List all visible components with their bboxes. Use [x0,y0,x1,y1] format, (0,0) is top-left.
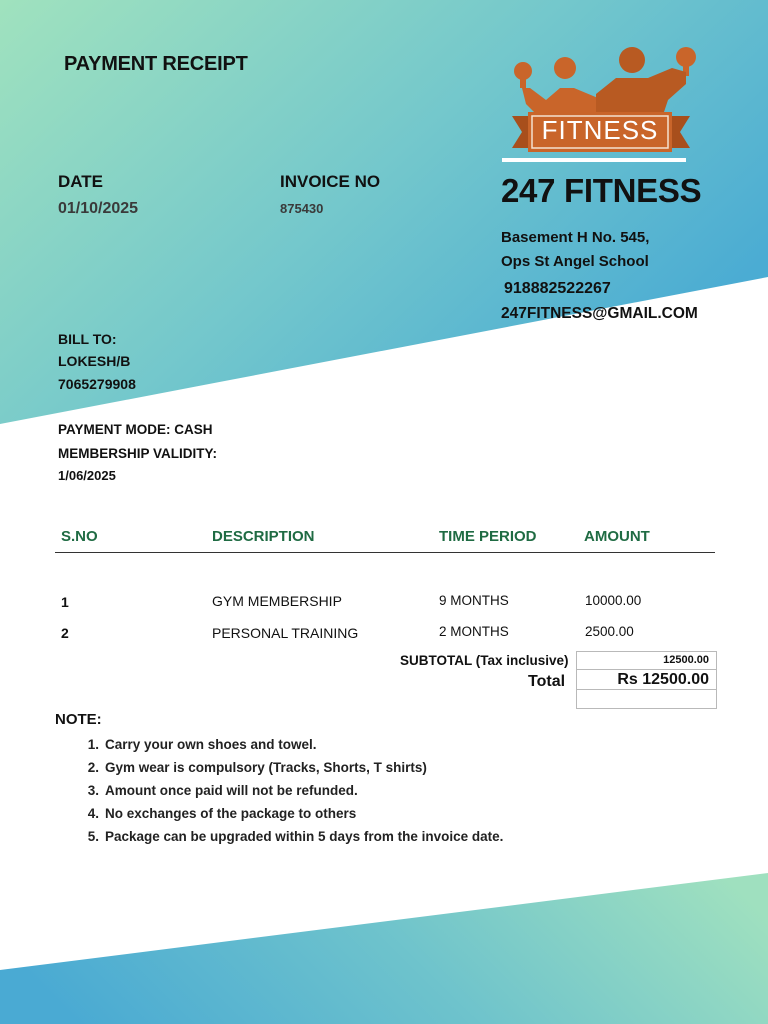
note-number: 1 . [55,733,99,756]
row-1-sno: 1 [61,594,69,610]
business-phone: 918882522267 [504,280,611,297]
note-text: Carry your own shoes and towel. [105,737,317,752]
subtotal-value: 12500.00 [663,654,709,666]
header-amount: AMOUNT [584,528,650,545]
address-line-1: Basement H No. 545, [501,229,650,246]
subtotal-label: SUBTOTAL (Tax inclusive) [400,653,569,668]
membership-validity-label: MEMBERSHIP VALIDITY: [58,446,218,461]
row-1-amount: 10000.00 [585,593,642,608]
business-name: 247 FITNESS [501,172,702,209]
address-line-2: Ops St Angel School [501,253,649,270]
row-1-period: 9 MONTHS [439,593,509,608]
invoice-value: 875430 [280,201,324,216]
row-2-description: PERSONAL TRAINING [212,625,359,641]
bill-to-label: BILL TO: [58,331,117,347]
note-number: 2 . [55,756,99,779]
note-item [55,779,503,802]
date-label: DATE [58,172,104,191]
note-text: Gym wear is compulsory (Tracks, Shorts, T shirts) [105,760,427,775]
header-divider [55,552,715,553]
business-email: 247FITNESS@GMAIL.COM [501,305,698,322]
row-2-amount: 2500.00 [585,624,634,639]
empty-total-cell [576,689,717,709]
row-2-sno: 2 [61,625,69,641]
subtotal-box [576,651,717,671]
bill-to-name: LOKESH/B [58,353,131,369]
receipt-title: PAYMENT RECEIPT [64,53,248,75]
header-sno: S.NO [61,528,98,545]
bill-to-phone: 7065279908 [58,376,136,392]
note-number: 3 . [55,779,99,802]
date-value: 01/10/2025 [58,200,139,217]
note-item [55,733,503,756]
note-item [55,802,503,825]
invoice-label: INVOICE NO [280,172,381,191]
fitness-logo [500,44,700,166]
total-label: Total [528,673,566,690]
bottom-gradient-band [0,873,768,1024]
note-text: Package can be upgraded within 5 days from the invoice date. [105,829,504,844]
note-item [55,825,503,848]
row-2-period: 2 MONTHS [439,624,509,639]
note-text: Amount once paid will not be refunded. [105,783,358,798]
note-text: No exchanges of the package to others [105,806,357,821]
notes-list [55,733,503,848]
row-1-description: GYM MEMBERSHIP [212,593,342,609]
logo-banner-text: FITNESS [541,115,659,145]
total-box [576,669,717,691]
total-value: Rs 12500.00 [617,671,709,688]
notes-heading: NOTE: [55,711,102,728]
note-number: 5 . [55,825,99,848]
header-description: DESCRIPTION [212,528,315,545]
membership-validity-value: 1/06/2025 [58,468,116,483]
header-time-period: TIME PERIOD [439,528,537,545]
payment-mode: PAYMENT MODE: CASH [58,422,213,437]
note-number: 4 . [55,802,99,825]
note-item [55,756,503,779]
